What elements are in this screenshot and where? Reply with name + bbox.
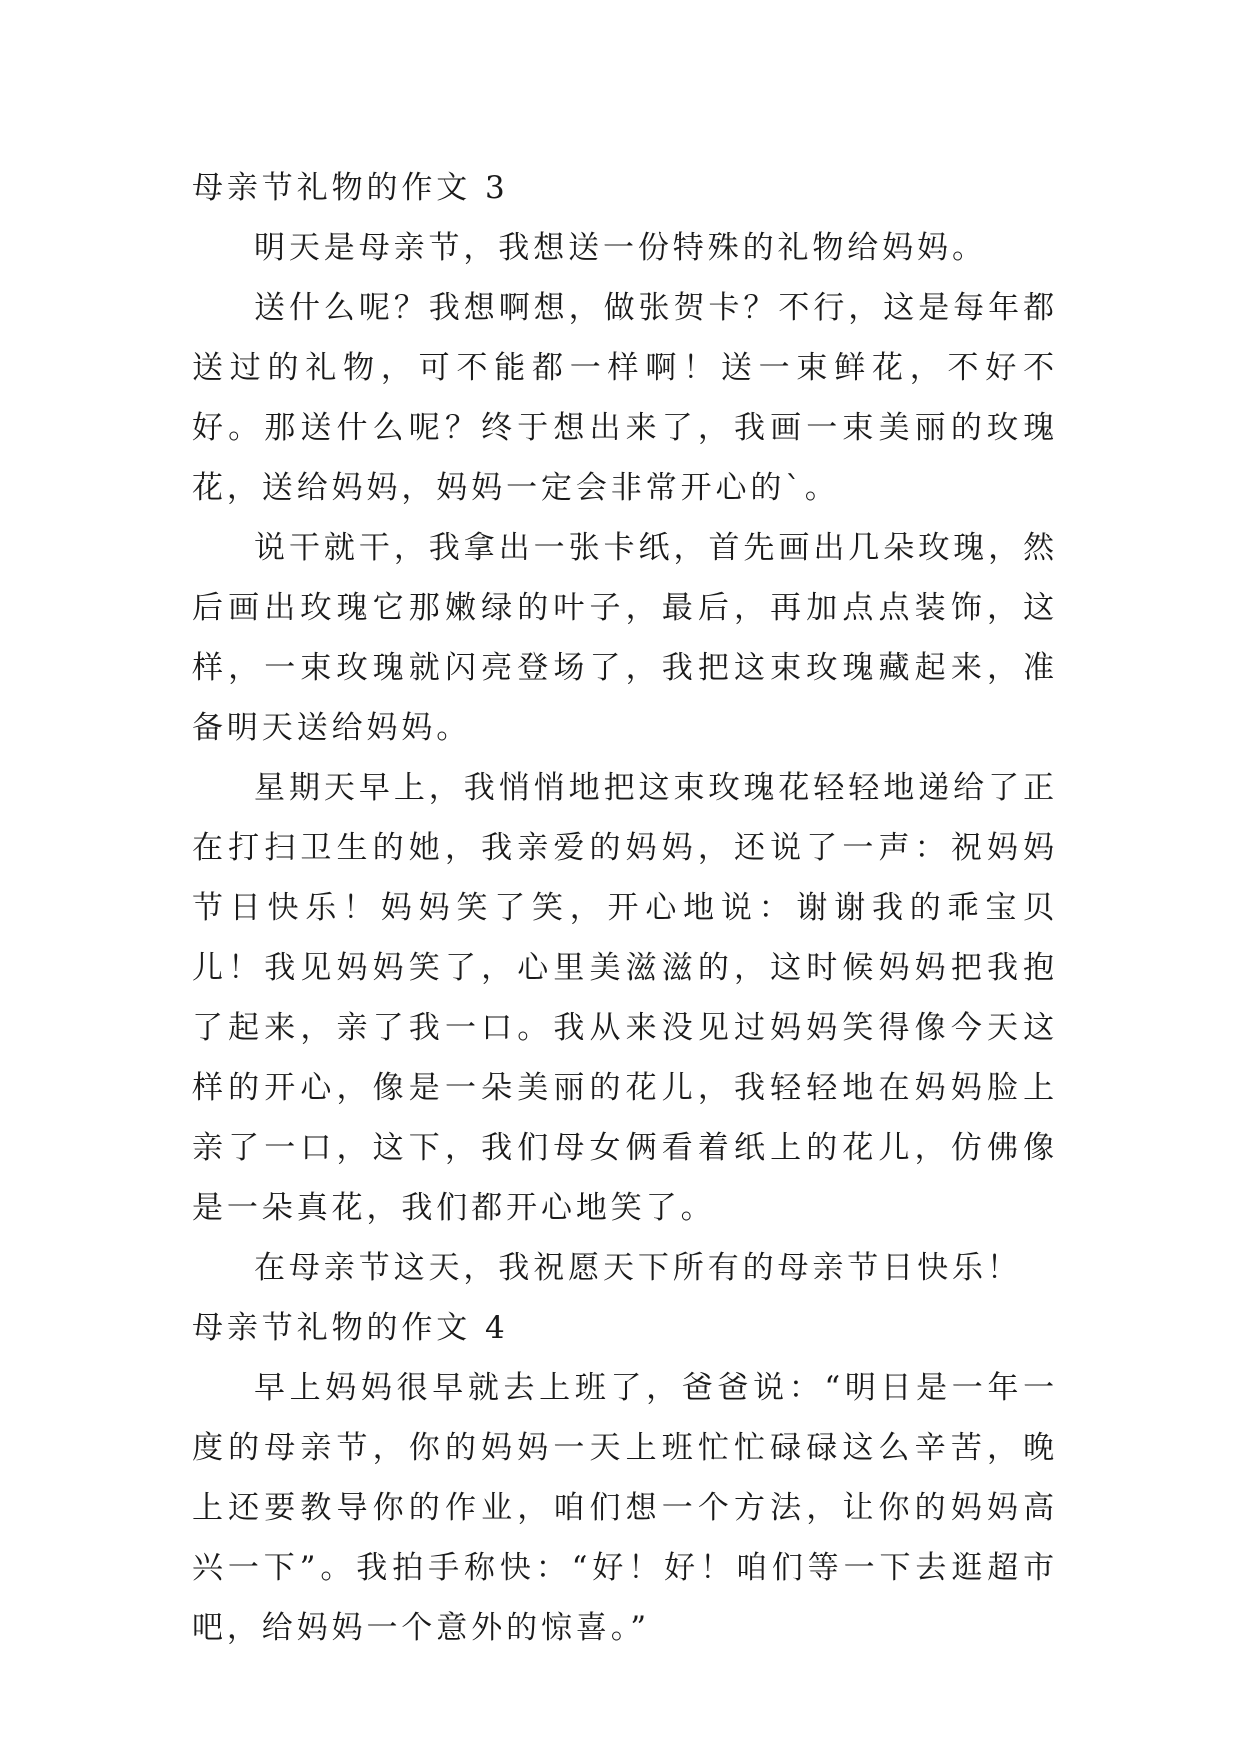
section-title: 母亲节礼物的作文 3 [192,170,509,206]
paragraph: 说干就干，我拿出一张卡纸，首先画出几朵玫瑰，然后画出玫瑰它那嫩绿的叶子，最后，再加点点装饰，这样，一束玫瑰就闪亮登场了，我把这束玫瑰藏起来，准备明天送给妈妈。 [192,530,1058,746]
paragraph: 明天是母亲节，我想送一份特殊的礼物给妈妈。 [254,230,987,266]
paragraph: 在母亲节这天，我祝愿天下所有的母亲节日快乐！ [254,1250,1022,1286]
paragraph: 早上妈妈很早就去上班了，爸爸说：“明日是一年一度的母亲节，你的妈妈一天上班忙忙碌碌这么辛苦，晚上还要教导你的作业，咱们想一个方法，让你的妈妈高兴一下”。我拍手称快：“好！好！咱们等一下去逛超市吧，给妈妈一个意外的惊喜。” [192,1370,1058,1646]
document-page [192,158,1058,1658]
paragraph: 星期天早上，我悄悄地把这束玫瑰花轻轻地递给了正在打扫卫生的她，我亲爱的妈妈，还说了一声：祝妈妈节日快乐！妈妈笑了笑，开心地说：谢谢我的乖宝贝儿！我见妈妈笑了，心里美滋滋的，这时候妈妈把我抱了起来，亲了我一口。我从来没见过妈妈笑得像今天这样的开心，像是一朵美丽的花儿，我轻轻地在妈妈脸上亲了一口，这下，我们母女俩看着纸上的花儿，仿佛像是一朵真花，我们都开心地笑了。 [192,770,1058,1226]
paragraph: 送什么呢？我想啊想，做张贺卡？不行，这是每年都送过的礼物，可不能都一样啊！送一束鲜花，不好不好。那送什么呢？终于想出来了，我画一束美丽的玫瑰花，送给妈妈，妈妈一定会非常开心的`。 [192,290,1058,506]
section-title: 母亲节礼物的作文 4 [192,1310,509,1346]
